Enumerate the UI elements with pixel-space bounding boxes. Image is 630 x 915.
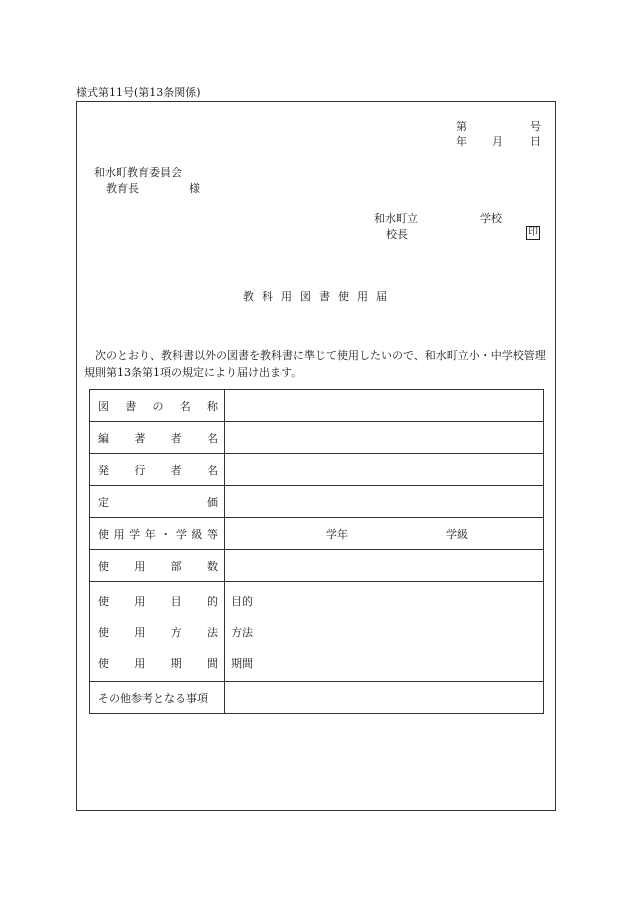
- price-field[interactable]: [225, 486, 544, 518]
- label-copies: 使 用 部 数: [98, 559, 218, 573]
- grade-class-field[interactable]: [225, 518, 544, 550]
- table-row: [90, 390, 544, 422]
- table-label-cell: [90, 582, 225, 682]
- book-name-field[interactable]: [225, 390, 544, 422]
- label-notes: その他参考となる事項: [98, 691, 208, 705]
- body-paragraph-text: 次のとおり、教科書以外の図書を教科書に準じて使用したいので、和水町立小・中学校管理規則第13条第1項の規定により届け出ます。: [84, 349, 546, 379]
- seal-stamp: 印: [528, 227, 538, 238]
- table-label-cell: [90, 390, 225, 422]
- table-label-cell: [90, 454, 225, 486]
- table-row: [90, 682, 544, 714]
- document-title: 教科用図書使用届: [243, 290, 395, 303]
- table-row: [90, 582, 544, 682]
- table-row: [90, 422, 544, 454]
- body-paragraph: [84, 347, 554, 381]
- table-label-cell: [90, 550, 225, 582]
- table-row: [90, 550, 544, 582]
- date-day: 日: [530, 135, 541, 148]
- usage-label-stack: [98, 585, 218, 678]
- table-row: [90, 486, 544, 518]
- label-usage-purpose: 使 用 目 的: [98, 594, 218, 608]
- class-unit: 学級: [446, 527, 468, 541]
- table-row: [90, 518, 544, 550]
- school-prefix: 和水町立: [374, 212, 418, 225]
- grade-class-line: [231, 526, 537, 542]
- label-book-name: 図 書 の 名 称: [98, 399, 218, 413]
- usage-value-stack: [231, 585, 537, 678]
- form-number-label: 様式第11号(第13条関係): [76, 86, 201, 99]
- label-author: 編 著 者 名: [98, 431, 218, 445]
- author-field[interactable]: [225, 422, 544, 454]
- usage-period-field[interactable]: 期間: [231, 656, 253, 670]
- date-year: 年: [456, 135, 467, 148]
- table-label-cell: [90, 518, 225, 550]
- addressee-honorific: 様: [189, 182, 200, 195]
- usage-value-cell[interactable]: [225, 582, 544, 682]
- date-month: 月: [492, 135, 503, 148]
- label-usage-method: 使 用 方 法: [98, 625, 218, 639]
- label-price: 定 価: [98, 495, 218, 509]
- copies-field[interactable]: [225, 550, 544, 582]
- label-publisher: 発 行 者 名: [98, 463, 218, 477]
- usage-method-field[interactable]: 方法: [231, 625, 253, 639]
- number-suffix: 号: [530, 120, 541, 133]
- principal-label: 校長: [386, 228, 408, 241]
- label-grade-class: 使 用 学 年 ・ 学 級 等: [98, 527, 218, 541]
- table-label-cell: [90, 486, 225, 518]
- number-prefix: 第: [456, 120, 467, 133]
- table-row: [90, 454, 544, 486]
- notes-field[interactable]: [225, 682, 544, 714]
- publisher-field[interactable]: [225, 454, 544, 486]
- addressee-title: 教育長: [106, 182, 139, 195]
- school-suffix: 学校: [480, 212, 502, 225]
- usage-purpose-field[interactable]: 目的: [231, 594, 253, 608]
- seal-mark: [526, 225, 540, 240]
- addressee-org: 和水町教育委員会: [94, 166, 182, 179]
- grade-unit: 学年: [326, 527, 348, 541]
- label-usage-period: 使 用 期 間: [98, 656, 218, 670]
- table-label-cell: [90, 682, 225, 714]
- table-label-cell: [90, 422, 225, 454]
- book-info-table: [89, 389, 544, 714]
